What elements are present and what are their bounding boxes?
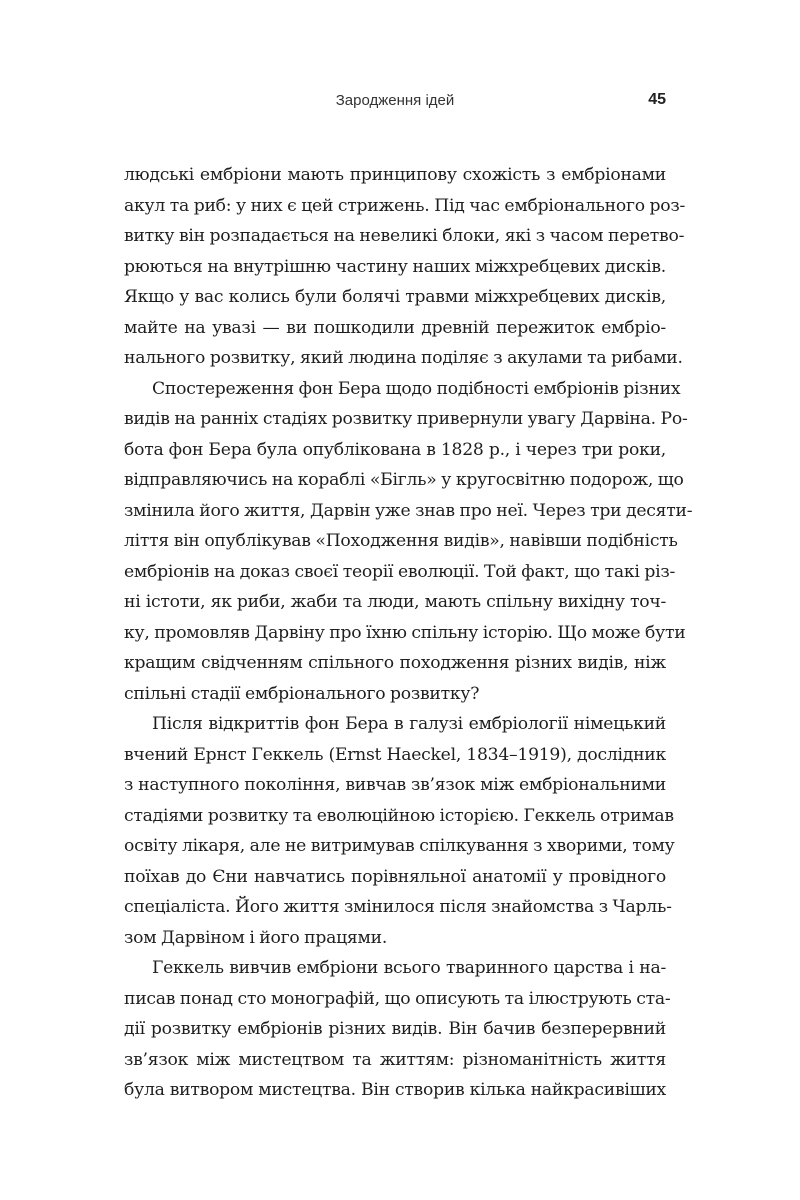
text-line: спеціаліста. Його життя змінилося після знайомства з Чарль- [124, 897, 672, 917]
text-line: акул та риб: у них є цей стрижень. Під час ембріонального роз- [124, 195, 686, 216]
paragraph [124, 374, 693, 710]
text-line: була витвором мистецтва. Він створив кілька найкрасивіших [124, 1080, 666, 1100]
text-line: зв’язок між мистецтвом та життям: різноманітність життя [124, 1049, 666, 1070]
paragraph [124, 160, 686, 374]
text-line: бота фон Бера була опублікована в 1828 р., і через три роки, [124, 439, 666, 460]
running-title: Зародження ідей [335, 92, 455, 109]
text-line: Якщо у вас колись були болячі травми міжхребцевих дисків, [124, 287, 666, 307]
text-line: Спостереження фон Бера щодо подібності ембріонів різних [152, 378, 681, 399]
text-line: кращим свідченням спільного походження різних видів, ніж [124, 653, 666, 673]
text-line: стадіями розвитку та еволюційною історією. Геккель отримав [124, 805, 674, 826]
text-line: ні істоти, як риби, жаби та люди, мають спільну вихідну точ- [124, 592, 666, 612]
text-line: витку він розпадається на невеликі блоки, які з часом перетво- [124, 226, 685, 246]
text-line: ембріонів на доказ своєї теорії еволюції. Той факт, що такі різ- [124, 561, 676, 582]
text-line: змінила його життя, Дарвін уже знав про неї. Через три десяти- [124, 500, 693, 521]
text-line: поїхав до Єни навчатись порівняльної анатомії у провідного [124, 866, 666, 887]
text-line: писав понад сто монографій, що описують та ілюструють ста- [124, 988, 671, 1009]
page-header [124, 88, 666, 118]
text-line: спільні стадії ембріонального розвитку? [124, 683, 480, 704]
text-line: майте на увазі — ви пошкодили древній пережиток ембріо- [124, 317, 666, 338]
text-line: ку, промовляв Дарвіну про їхню спільну історію. Що може бути [124, 622, 686, 643]
text-line-wrapper [124, 374, 681, 405]
text-line: нального розвитку, який людина поділяє з акулами та рибами. [124, 348, 683, 368]
page-number: 45 [648, 91, 666, 108]
text-line: зом Дарвіном і його працями. [124, 927, 388, 948]
text-line: видів на ранніх стадіях розвитку привернули увагу Дарвіна. Ро- [124, 409, 688, 429]
text-line: з наступного покоління, вивчав зв’язок між ембріональними [124, 775, 666, 795]
text-line: рюються на внутрішню частину наших міжхребцевих дисків. [124, 256, 666, 277]
body-text [124, 160, 693, 1106]
text-line: Після відкриттів фон Бера в галузі ембріології німецький [152, 714, 666, 734]
text-line: вчений Ернст Геккель (Ernst Haeckel, 1834–1919), дослідник [124, 744, 666, 765]
text-line: Геккель вивчив ембріони всього тваринного царства і на- [152, 958, 666, 978]
text-line: людські ембріони мають принципову схожість з ембріонами [124, 165, 666, 185]
paragraph [124, 709, 675, 953]
text-line: відправляючись на кораблі «Бігль» у кругосвітню подорож, що [124, 470, 684, 490]
text-line: освіту лікаря, але не витримував спілкування з хворими, тому [124, 836, 675, 856]
paragraph [124, 953, 671, 1106]
text-line: дії розвитку ембріонів різних видів. Він бачив безперервний [124, 1019, 666, 1039]
text-line: ліття він опублікував «Походження видів», навівши подібність [124, 531, 678, 551]
